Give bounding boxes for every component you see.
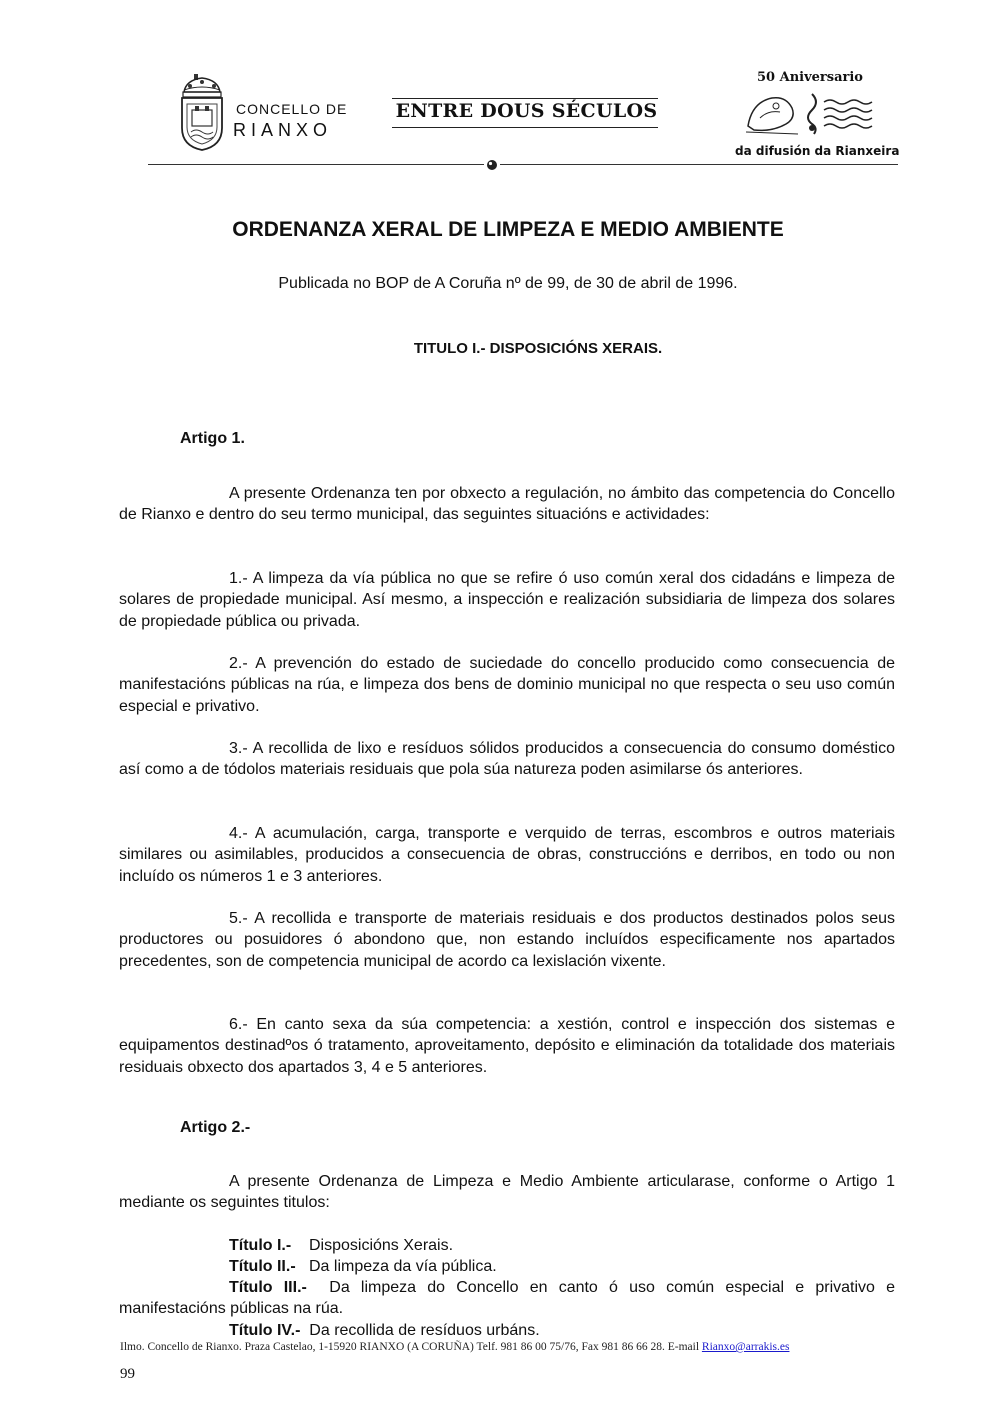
titulo-list-item: Título I.- Disposicións Xerais.	[229, 1237, 454, 1254]
titulo-list-item: Título IV.- Da recollida de resíduos urbáns.	[229, 1322, 540, 1339]
anniversary-label: 50 Aniversario	[757, 70, 863, 85]
artigo-1-item: 1.- A limpeza da vía pública no que se refire ó uso común xeral dos cidadáns e limpeza de solares de propiedade municipal. Así mesmo, a inspección e realización subsidiaria de limpeza dos solares de propiedade pública ou privada.	[119, 570, 895, 630]
anniversary-emblem-icon	[742, 88, 880, 140]
bullet-ornament-icon	[486, 159, 498, 171]
artigo-1-item: 4.- A acumulación, carga, transporte e verquido de terras, escombros e outros materiais similares ou asimilables, producidos a consecuencia de obras, construccións e derribos, en todo ou non incluído os números 1 e 3 anteriores.	[119, 825, 895, 885]
page-number: 99	[120, 1366, 135, 1382]
banner-bottom-rule	[392, 127, 658, 128]
banner-title: ENTRE DOUS SÉCULOS	[395, 100, 658, 122]
concello-label: CONCELLO DE	[236, 101, 348, 117]
artigo-1-item: 3.- A recollida de lixo e resíduos sólidos producidos a consecuencia do consumo doméstico así como a de tódolos materiais residuais que pola súa natureza poden asimilarse ós anteriores.	[119, 740, 895, 779]
email-link[interactable]: Rianxo@arrakis.es	[701, 1341, 790, 1353]
rianxo-label: RIANXO	[233, 120, 333, 140]
titulo-list-item: Título III.- Da limpeza do Concello en canto ó uso común especial e privativo e manifestacións públicas na rúa.	[119, 1279, 896, 1318]
coat-of-arms-icon	[176, 72, 228, 154]
titulo-label: Título III.-	[229, 1279, 307, 1296]
section-heading: TITULO I.- DISPOSICIÓNS XERAIS.	[413, 340, 663, 357]
titulo-list-item: Título II.- Da limpeza da vía pública.	[229, 1258, 497, 1275]
artigo-1-item: 5.- A recollida e transporte de materiais residuais e dos productos destinados polos seus productores ou posuidores ó abondono que, non estando incluídos especificamente nos apartados precedentes, son de competencia municipal de acordo ca lexislación vixente.	[119, 910, 895, 970]
artigo-1-item: 2.- A prevención do estado de suciedade do concello producido como consecuencia de manifestacións públicas na rúa, e limpeza dos bens de dominio municipal no que respecta o seu uso común especial e privativo.	[119, 655, 895, 715]
titulo-label: Título IV.-	[229, 1322, 301, 1339]
header-rule-left	[148, 164, 484, 165]
document-title: ORDENANZA XERAL DE LIMPEZA E MEDIO AMBIENTE	[232, 218, 784, 241]
artigo-2-intro: A presente Ordenanza de Limpeza e Medio Ambiente articularase, conforme o Artigo 1 mediante os seguintes titulos:	[119, 1173, 895, 1212]
publication-note: Publicada no BOP de A Coruña nº de 99, de 30 de abril de 1996.	[278, 275, 738, 292]
artigo-2-heading: Artigo 2.-	[180, 1119, 251, 1136]
artigo-1-item: 6.- En canto sexa da súa competencia: a xestión, control e inspección dos sistemas e equipamentos destinadºos ó tratamento, aproveitamento, depósito e eliminación da totalidade dos materiais residuais obxecto dos apartados 3, 4 e 5 anteriores.	[119, 1016, 895, 1076]
anniversary-subtitle: da difusión da Rianxeira	[735, 144, 900, 158]
artigo-1-intro: A presente Ordenanza ten por obxecto a regulación, no ámbito das competencia do Concello de Rianxo e dentro do seu termo municipal, das seguintes situacións e actividades:	[119, 485, 895, 524]
artigo-1-heading: Artigo 1.	[180, 430, 245, 447]
titulo-label: Título I.-	[229, 1237, 292, 1254]
banner-top-rule	[392, 98, 658, 99]
header-rule-right	[500, 164, 898, 165]
footer-address: Ilmo. Concello de Rianxo. Praza Castelao, 1-15920 RIANXO (A CORUÑA) Telf. 981 86 00 75/76, Fax 981 86 66 28. E-mail Rianxo@arrakis.es	[120, 1341, 790, 1353]
titulo-label: Título II.-	[229, 1258, 296, 1275]
